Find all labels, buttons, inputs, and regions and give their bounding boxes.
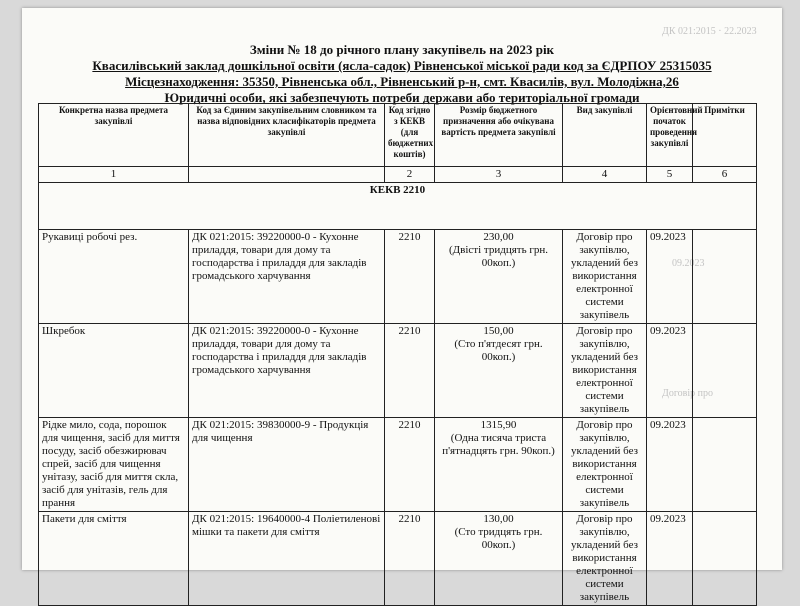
column-number: 5 — [647, 167, 693, 183]
organization-line: Квасилівський заклад дошкільної освіти (ясла-садок) Рівненської міської ради код за ЄДРПОУ 25315035 — [92, 58, 712, 73]
item-amount-cell — [435, 512, 563, 606]
column-number — [189, 167, 385, 183]
item-code: ДК 021:2015: 39830000-9 - Продукція для чищення — [189, 418, 385, 512]
table-header-row — [39, 104, 757, 167]
table-row — [39, 230, 757, 324]
item-amount-cell — [435, 230, 563, 324]
item-note — [693, 230, 757, 324]
item-note — [693, 324, 757, 418]
procurement-table — [38, 103, 757, 606]
bleed-through-decoration: Договір про — [662, 388, 714, 399]
column-header: Код згідно з КЕКВ (для бюджетних коштів) — [385, 104, 435, 167]
item-code: ДК 021:2015: 39220000-0 - Кухонне приладдя, товари для дому та господарства і приладдя для закладів громадського харчування — [189, 230, 385, 324]
section-label: КЕКВ 2210 — [39, 183, 757, 230]
category-line: Юридичні особи, які забезпечують потреби держави або територіальної громади — [164, 90, 640, 105]
column-header: Код за Єдиним закупівельним словником та назва відповідних класифікаторів предмета закупівлі — [189, 104, 385, 167]
document-page — [22, 8, 782, 603]
item-amount-words: (Двісті тридцять грн. 00коп.) — [448, 244, 548, 269]
item-amount: 130,00 — [483, 513, 514, 525]
table-row — [39, 418, 757, 512]
item-name: Рідке мило, сода, порошок для чищення, засіб для миття посуду, засіб обезжирювач спрей, засіб для чищення унітазу, засіб для миття скла, засіб для унітазів, гель для прання — [39, 418, 189, 512]
item-kekv: 2210 — [385, 418, 435, 512]
item-name: Шкребок — [39, 324, 189, 418]
section-row — [39, 183, 757, 230]
address-line: Місцезнаходження: 35350, Рівненська обл., Рівненський р-н, смт. Квасилів, вул. Молодіжна,26 — [125, 74, 679, 89]
item-amount-words: (Сто п'ятдесят грн. 00коп.) — [454, 338, 543, 363]
bleed-through-decoration: 09.2023 — [672, 258, 705, 269]
item-method: Договір про закупівлю, укладений без використання електронної системи закупівель — [563, 512, 647, 606]
column-header: Примітки — [693, 104, 757, 167]
item-kekv: 2210 — [385, 324, 435, 418]
column-header: Орієнтовний початок проведення закупівлі — [647, 104, 693, 167]
item-name: Пакети для сміття — [39, 512, 189, 606]
item-amount-cell — [435, 418, 563, 512]
item-amount: 230,00 — [483, 231, 514, 243]
item-date: 09.2023 — [647, 512, 693, 606]
column-header: Розмір бюджетного призначення або очікувана вартість предмета закупівлі — [435, 104, 563, 167]
table-row — [39, 324, 757, 418]
item-kekv: 2210 — [385, 512, 435, 606]
item-amount: 150,00 — [483, 325, 514, 337]
item-date: 09.2023 — [647, 230, 693, 324]
column-number: 2 — [385, 167, 435, 183]
item-note — [693, 418, 757, 512]
item-code: ДК 021:2015: 19640000-4 Поліетиленові мішки та пакети для сміття — [189, 512, 385, 606]
column-number: 4 — [563, 167, 647, 183]
column-number: 6 — [693, 167, 757, 183]
document-header — [22, 42, 782, 106]
column-number: 3 — [435, 167, 563, 183]
table-row — [39, 512, 757, 606]
item-amount-cell — [435, 324, 563, 418]
column-header: Конкретна назва предмета закупівлі — [39, 104, 189, 167]
bleed-through-decoration: ДК 021:2015 · 22.2023 — [662, 26, 757, 37]
column-number-row — [39, 167, 757, 183]
item-code: ДК 021:2015: 39220000-0 - Кухонне приладдя, товари для дому та господарства і приладдя для закладів громадського харчування — [189, 324, 385, 418]
item-date: 09.2023 — [647, 324, 693, 418]
item-name: Рукавиці робочі рез. — [39, 230, 189, 324]
document-title: Зміни № 18 до річного плану закупівель на 2023 рік — [249, 42, 555, 57]
item-method: Договір про закупівлю, укладений без використання електронної системи закупівель — [563, 324, 647, 418]
column-number: 1 — [39, 167, 189, 183]
item-method: Договір про закупівлю, укладений без використання електронної системи закупівель — [563, 230, 647, 324]
column-header: Вид закупівлі — [563, 104, 647, 167]
item-date: 09.2023 — [647, 418, 693, 512]
item-kekv: 2210 — [385, 230, 435, 324]
item-amount-words: (Сто тридцять грн. 00коп.) — [454, 526, 543, 551]
item-note — [693, 512, 757, 606]
item-method: Договір про закупівлю, укладений без використання електронної системи закупівель — [563, 418, 647, 512]
item-amount: 1315,90 — [480, 419, 517, 431]
item-amount-words: (Одна тисяча триста п'ятнадцять грн. 90коп.) — [442, 432, 555, 457]
